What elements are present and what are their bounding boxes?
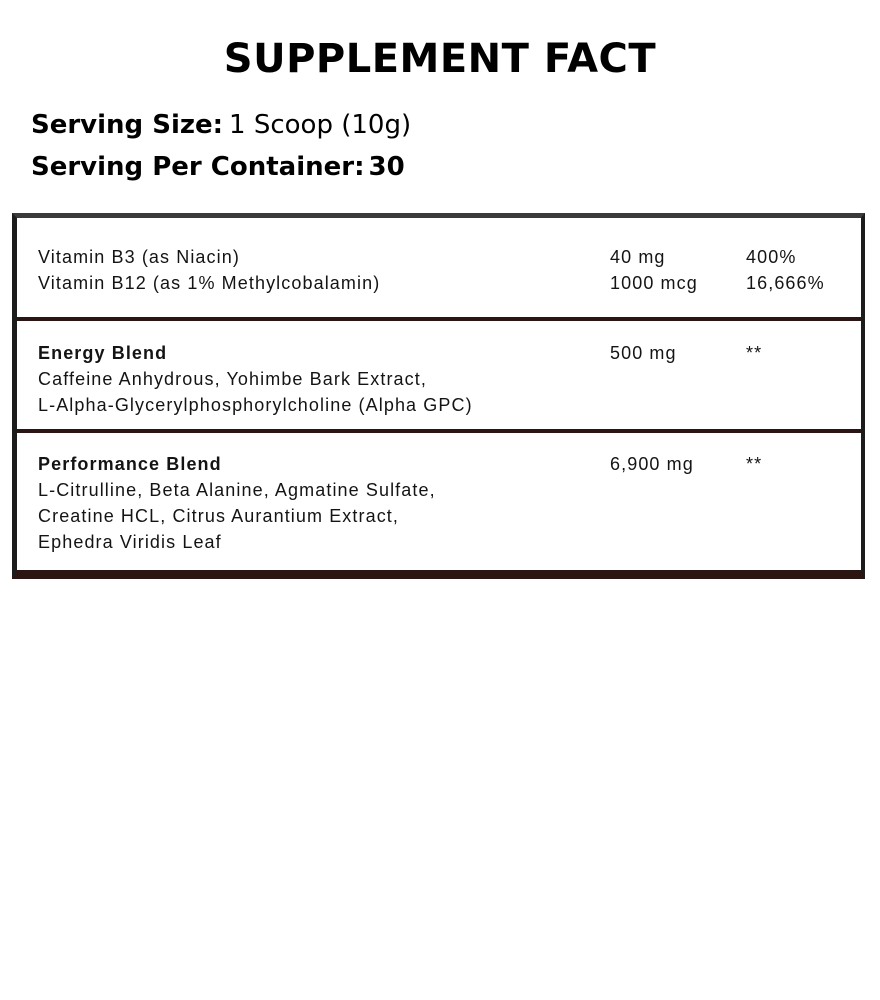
blend-name: Performance Blend: [38, 454, 222, 474]
blend-ingredients-line: L-Alpha-Glycerylphosphorylcholine (Alpha GPC): [38, 395, 473, 415]
blend-name: Energy Blend: [38, 343, 168, 363]
section-divider: [17, 317, 861, 321]
serving-size-label: Serving Size:: [31, 110, 224, 140]
servings-per-container-label: Serving Per Container:: [31, 152, 365, 182]
blend-daily-value: **: [746, 343, 763, 363]
blend-ingredients-line: Creatine HCL, Citrus Aurantium Extract,: [38, 506, 400, 526]
vitamin-name: Vitamin B3 (as Niacin): [38, 247, 240, 267]
serving-size: [31, 110, 411, 140]
vitamin-daily-value: 16,666%: [746, 273, 825, 293]
blend-ingredients-line: Ephedra Viridis Leaf: [38, 532, 222, 552]
page-title: SUPPLEMENT FACT: [223, 36, 657, 82]
section-divider: [17, 429, 861, 433]
blend-ingredients-line: L-Citrulline, Beta Alanine, Agmatine Sulfate,: [38, 480, 436, 500]
vitamin-name: Vitamin B12 (as 1% Methylcobalamin): [38, 273, 381, 293]
blend-amount: 6,900 mg: [610, 454, 694, 474]
blend-daily-value: **: [746, 454, 763, 474]
vitamin-daily-value: 400%: [746, 247, 797, 267]
servings-per-container-value: 30: [368, 152, 405, 182]
servings-per-container: [31, 152, 405, 182]
blend-amount: 500 mg: [610, 343, 677, 363]
vitamin-amount: 40 mg: [610, 247, 666, 267]
blend-ingredients-line: Caffeine Anhydrous, Yohimbe Bark Extract,: [38, 369, 427, 389]
serving-size-value: 1 Scoop (10g): [229, 110, 412, 140]
facts-panel: [12, 213, 865, 579]
vitamin-amount: 1000 mcg: [610, 273, 698, 293]
